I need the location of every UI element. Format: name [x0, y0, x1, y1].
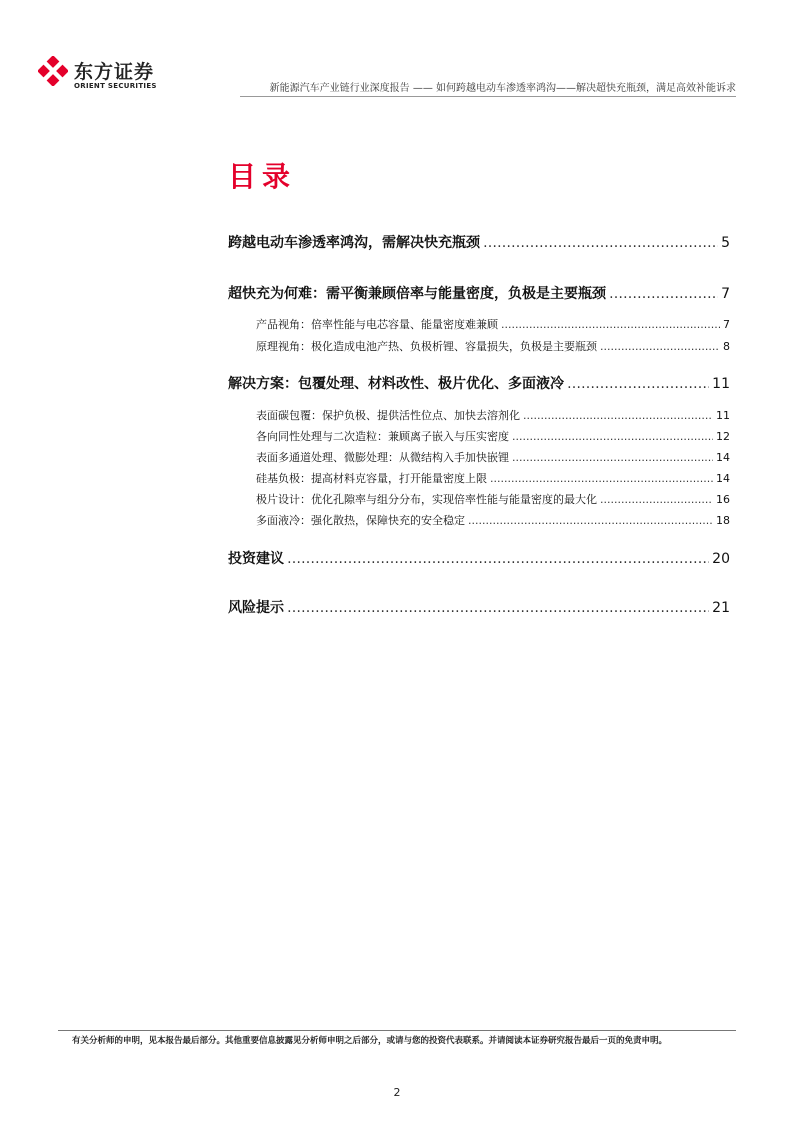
toc-entry-label: 硅基负极：提高材料克容量，打开能量密度上限 [256, 472, 487, 485]
toc-entry-page: 11 [716, 409, 730, 422]
toc-entry-label: 产品视角：倍率性能与电芯容量、能量密度难兼顾 [256, 318, 498, 331]
toc-entry[interactable] [228, 232, 730, 252]
toc-entry[interactable] [228, 597, 730, 617]
toc-entry-page: 7 [721, 286, 730, 302]
toc-leader-dots [490, 472, 713, 485]
orient-logo-icon [38, 56, 68, 86]
toc-leader-dots [501, 318, 720, 331]
toc-entry[interactable] [228, 548, 730, 568]
toc-leader-dots [567, 376, 709, 392]
toc-leader-dots [287, 600, 709, 616]
toc-entry[interactable] [228, 407, 730, 423]
toc-entry-label: 表面多通道处理、微膨处理：从微结构入手加快嵌锂 [256, 451, 509, 464]
footer-disclaimer: 有关分析师的申明，见本报告最后部分。其他重要信息披露见分析师申明之后部分，或请与您的投资代表联系。并请阅读本证券研究报告最后一页的免责申明。 [72, 1036, 668, 1046]
footer-divider [58, 1030, 736, 1031]
toc-entry-page: 21 [712, 600, 730, 616]
toc-entry-label: 投资建议 [228, 551, 284, 567]
toc-entry[interactable] [228, 512, 730, 528]
toc-leader-dots [600, 493, 713, 506]
company-logo [38, 56, 178, 96]
toc-title: 目录 [228, 160, 297, 193]
toc-leader-dots [523, 409, 713, 422]
toc-entry-page: 8 [723, 340, 730, 353]
toc-entry-label: 超快充为何难：需平衡兼顾倍率与能量密度，负极是主要瓶颈 [228, 286, 606, 302]
header-divider [240, 96, 736, 97]
toc-entry[interactable] [228, 316, 730, 332]
toc-entry-page: 12 [716, 430, 730, 443]
toc-leader-dots [483, 235, 718, 251]
report-header-title: 新能源汽车产业链行业深度报告 —— 如何跨越电动车渗透率鸿沟——解决超快充瓶颈，满足高效补能诉求 [269, 83, 736, 94]
toc-entry[interactable] [228, 283, 730, 303]
toc-entry-label: 原理视角：极化造成电池产热、负极析锂、容量损失，负极是主要瓶颈 [256, 340, 597, 353]
toc-entry[interactable] [228, 470, 730, 486]
toc-entry-label: 表面碳包覆：保护负极、提供活性位点、加快去溶剂化 [256, 409, 520, 422]
toc-entry-page: 5 [721, 235, 730, 251]
toc-entry[interactable] [228, 449, 730, 465]
toc-entry-label: 极片设计：优化孔隙率与组分分布，实现倍率性能与能量密度的最大化 [256, 493, 597, 506]
toc-entry-label: 风险提示 [228, 600, 284, 616]
toc-entry[interactable] [228, 338, 730, 354]
toc-leader-dots [468, 514, 713, 527]
toc-entry-label: 各向同性处理与二次造粒：兼顾离子嵌入与压实密度 [256, 430, 509, 443]
toc-entry-page: 20 [712, 551, 730, 567]
toc-leader-dots [600, 340, 720, 353]
toc-entry-page: 16 [716, 493, 730, 506]
toc-entry[interactable] [228, 491, 730, 507]
toc-entry-page: 11 [712, 376, 730, 392]
toc-leader-dots [512, 430, 713, 443]
toc-leader-dots [609, 286, 718, 302]
toc-entry-page: 18 [716, 514, 730, 527]
toc-entry-label: 多面液冷：强化散热，保障快充的安全稳定 [256, 514, 465, 527]
toc-leader-dots [512, 451, 713, 464]
toc-entry-page: 7 [723, 318, 730, 331]
toc-entry-page: 14 [716, 451, 730, 464]
toc-entry-label: 解决方案：包覆处理、材料改性、极片优化、多面液冷 [228, 376, 564, 392]
logo-text-en: ORIENT SECURITIES [74, 82, 157, 90]
toc-leader-dots [287, 551, 709, 567]
toc-entry-label: 跨越电动车渗透率鸿沟，需解决快充瓶颈 [228, 235, 480, 251]
page-number: 2 [393, 1086, 401, 1099]
page-header [0, 0, 794, 100]
toc-entry[interactable] [228, 428, 730, 444]
toc-entry-page: 14 [716, 472, 730, 485]
logo-text-cn: 东方证券 [74, 61, 155, 83]
toc-entry[interactable] [228, 373, 730, 393]
